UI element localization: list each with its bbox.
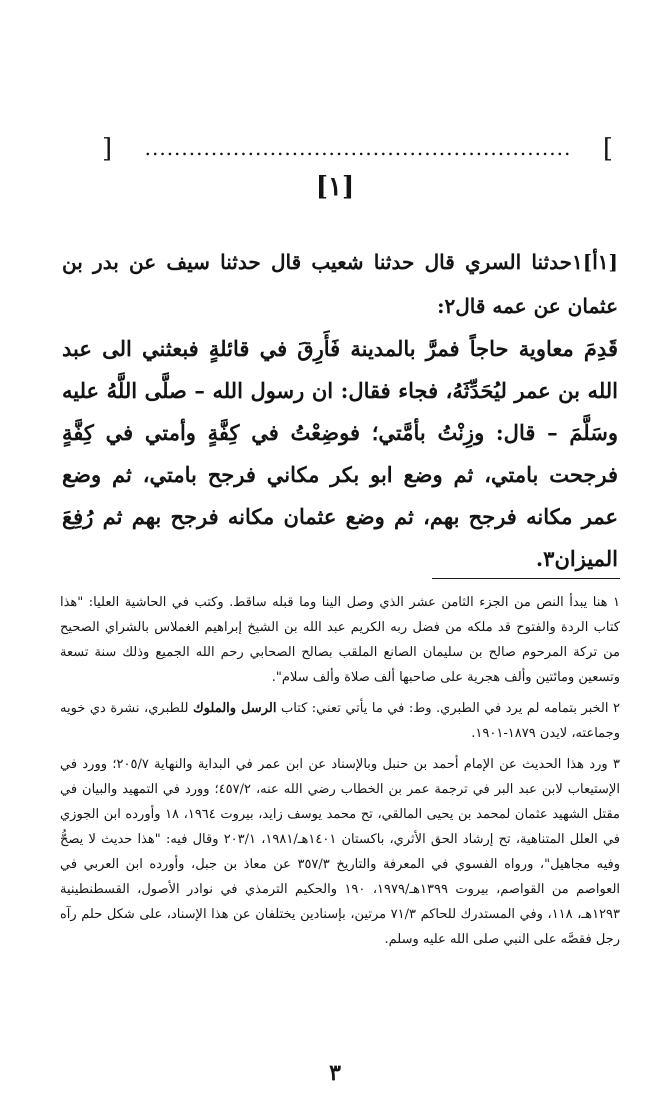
footnote-1: ١ هنا يبدأ النص من الجزء الثامن عشر الذي وصل الينا وما قبله ساقط. وكتب في الحاشية العليا: "هذا كتاب الردة والفتوح قد ملكه من فضل ربه الكريم عبد الله بن الشيخ إبراهيم الغملاس بالشراي الصحيح من تركة المرحوم صالح بن سليمان الصانع الملقب بصالح الصحابي رحم الله الجميع وذلك سنة تسعة وتسعين ومائتين وألف هجرية على صاحبها ألف صلاة وألف سلام". xyxy=(60,595,620,685)
footnotes xyxy=(60,590,620,958)
page-number: ٣ xyxy=(329,1060,341,1086)
lacuna-open-bracket: [ xyxy=(602,136,614,164)
footnote-separator xyxy=(432,578,620,579)
lacuna-dots: .......................................................... xyxy=(144,136,572,160)
footnote-2-after: للطبري، نشرة دي خويه وجماعته، لايدن ١٨٧٩-١٩٠١. xyxy=(60,701,620,741)
footnote-2-book-title: الرسل والملوك xyxy=(192,701,277,716)
hadith-text: قَدِمَ معاوية حاجاً فمرَّ بالمدينة فَأَرِقَ في قائلةٍ فبعثني الى عبد الله بن عمر ليُحَدِّثَهُ، فجاء فقال: ان رسول الله – صلَّى اللَّهُ عليه وسَلَّمَ – قال: وزِنْتُ بأمَّتي؛ فوضِعْتُ في كِفَّةٍ وأمتي في كِفَّةٍ فرجحت بامتي، ثم وضع ابو بكر مكاني فرجح بامتي، ثم وضع عمر مكانه فرجح بهم، ثم وضع عثمان مكانه فرجح بهم ثم رُفِعَ الميزان٣. xyxy=(62,336,618,571)
section-number: [١] xyxy=(315,172,355,202)
isnad-chain: [١أ]١حدثنا السري قال حدثنا شعيب قال حدثنا سيف عن بدر بن عثمان عن عمه قال٢: xyxy=(62,250,618,318)
footnote-2-before: ٢ الخبر بتمامه لم يرد في الطبري. وط: في ما يأتي تعني: كتاب xyxy=(276,701,620,716)
lacuna-close-bracket: ] xyxy=(102,136,114,164)
lacuna-marker xyxy=(98,136,618,166)
footnote-2 xyxy=(60,696,620,746)
footnote-3: ٣ ورد هذا الحديث عن الإمام أحمد بن حنبل وبالإسناد عن ابن عمر في البداية والنهاية ٢٠٥/٧؛ وورد في الإستيعاب لابن عبد البر في ترجمة عمر بن الخطاب رضي الله عنه، ٤٥٧/٢؛ وورد في التمهيد والبيان في مقتل الشهيد عثمان لمحمد بن يحيى المالقي، تح محمد يوسف زايد، بيروت ١٩٦٤، ١٨ وأورده ابن الجوزي في العلل المتناهية، تح إرشاد الحق الأثري، باكستان ١٤٠١هـ/١٩٨١، ٢٠٣/١ وقال فيه: "هذا حديث لا يصحُّ وفيه مجاهيل"، ورواه الفسوي في المعرفة والتاريخ ٣٥٧/٣ عن معاذ بن جبل، وأورده ابن العربي في العواصم من القواصم، بيروت ١٣٩٩هـ/١٩٧٩، ١٩٠ والحكيم الترمذي في نوادر الأصول، القسطنطينية ١٢٩٣هـ، ١١٨، وفي المستدرك للحاكم ٧١/٣ مرتين، بإسنادين يختلفان عن هذا الإسناد، على شكل حلم رآه رجل فقصَّه على النبي صلى الله عليه وسلم. xyxy=(60,757,621,947)
main-text xyxy=(62,240,618,580)
